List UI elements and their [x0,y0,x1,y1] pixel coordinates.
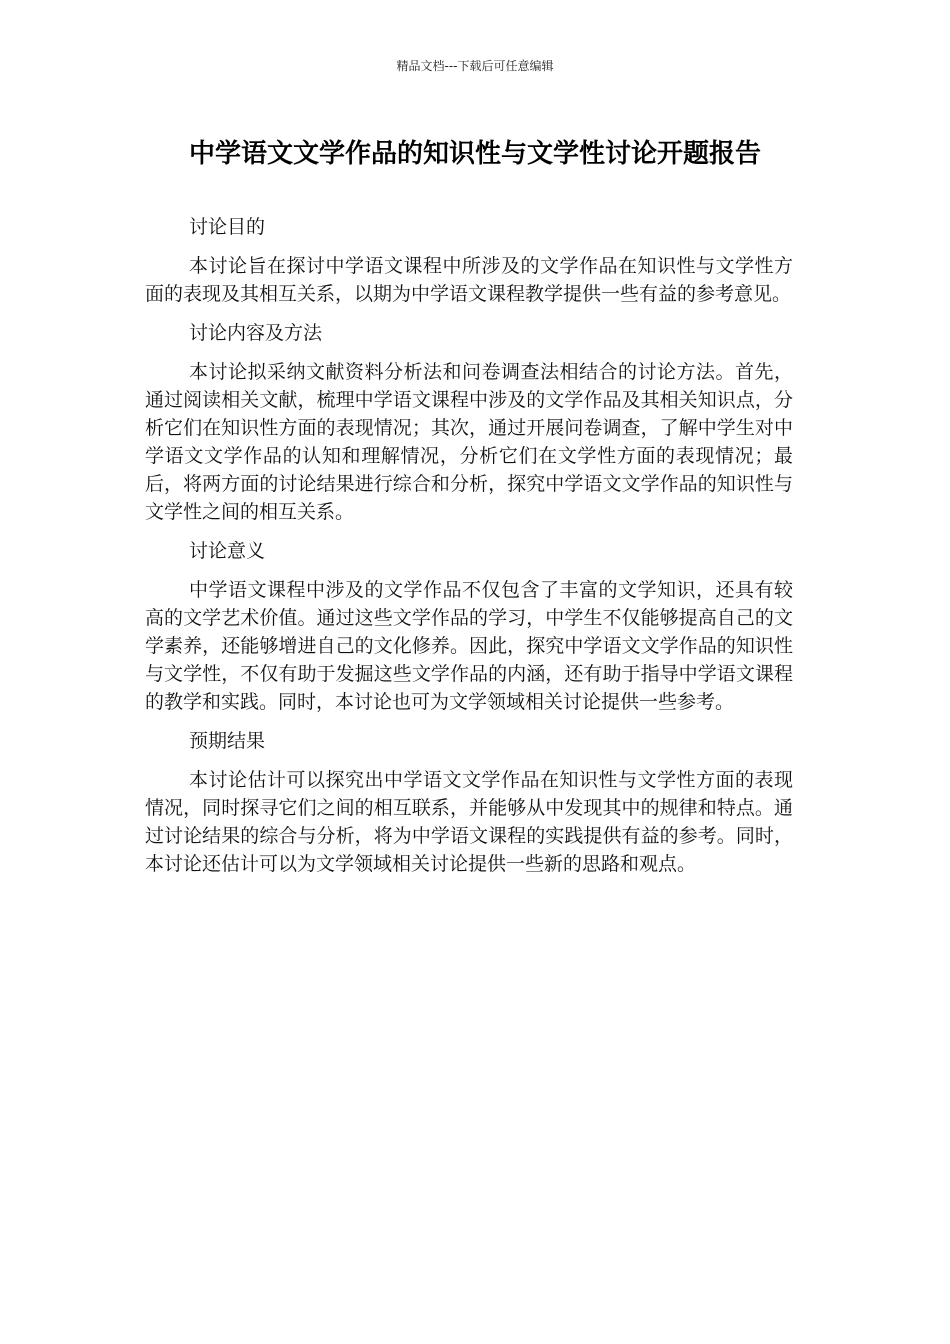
section-expected-results [145,726,793,878]
section-body: 本讨论估计可以探究出中学语文文学作品在知识性与文学性方面的表现情况，同时探寻它们之间的相互联系，并能够从中发现其中的规律和特点。通过讨论结果的综合与分析，将为中学语文课程的实践提供有益的参考。同时，本讨论还估计可以为文学领域相关讨论提供一些新的思路和观点。 [145,769,793,875]
section-heading: 讨论目的 [189,216,266,238]
document-content [145,212,793,888]
section-body: 本讨论拟采纳文献资料分析法和问卷调查法相结合的讨论方法。首先，通过阅读相关文献，梳理中学语文课程中涉及的文学作品及其相关知识点，分析它们在知识性方面的表现情况；其次，通过开展问卷调查，了解中学生对中学语文文学作品的认知和理解情况，分析它们在文学性方面的表现情况；最后，将两方面的讨论结果进行综合和分析，探究中学语文文学作品的知识性与文学性之间的相互关系。 [145,361,793,523]
section-heading: 预期结果 [189,730,266,752]
header-note: 精品文档---下载后可任意编辑 [396,59,554,73]
section-body: 本讨论旨在探讨中学语文课程中所涉及的文学作品在知识性与文学性方面的表现及其相互关系，以期为中学语文课程教学提供一些有益的参考意见。 [145,255,793,305]
section-heading: 讨论内容及方法 [189,322,323,344]
section-heading: 讨论意义 [189,540,266,562]
section-purpose [145,212,793,308]
section-body: 中学语文课程中涉及的文学作品不仅包含了丰富的文学知识，还具有较高的文学艺术价值。通过这些文学作品的学习，中学生不仅能够提高自己的文学素养，还能够增进自己的文化修养。因此，探究中学语文文学作品的知识性与文学性，不仅有助于发掘这些文学作品的内涵，还有助于指导中学语文课程的教学和实践。同时，本讨论也可为文学领域相关讨论提供一些参考。 [145,579,793,713]
section-significance [145,536,793,716]
section-content-methods [145,318,793,526]
document-title: 中学语文文学作品的知识性与文学性讨论开题报告 [188,139,761,169]
